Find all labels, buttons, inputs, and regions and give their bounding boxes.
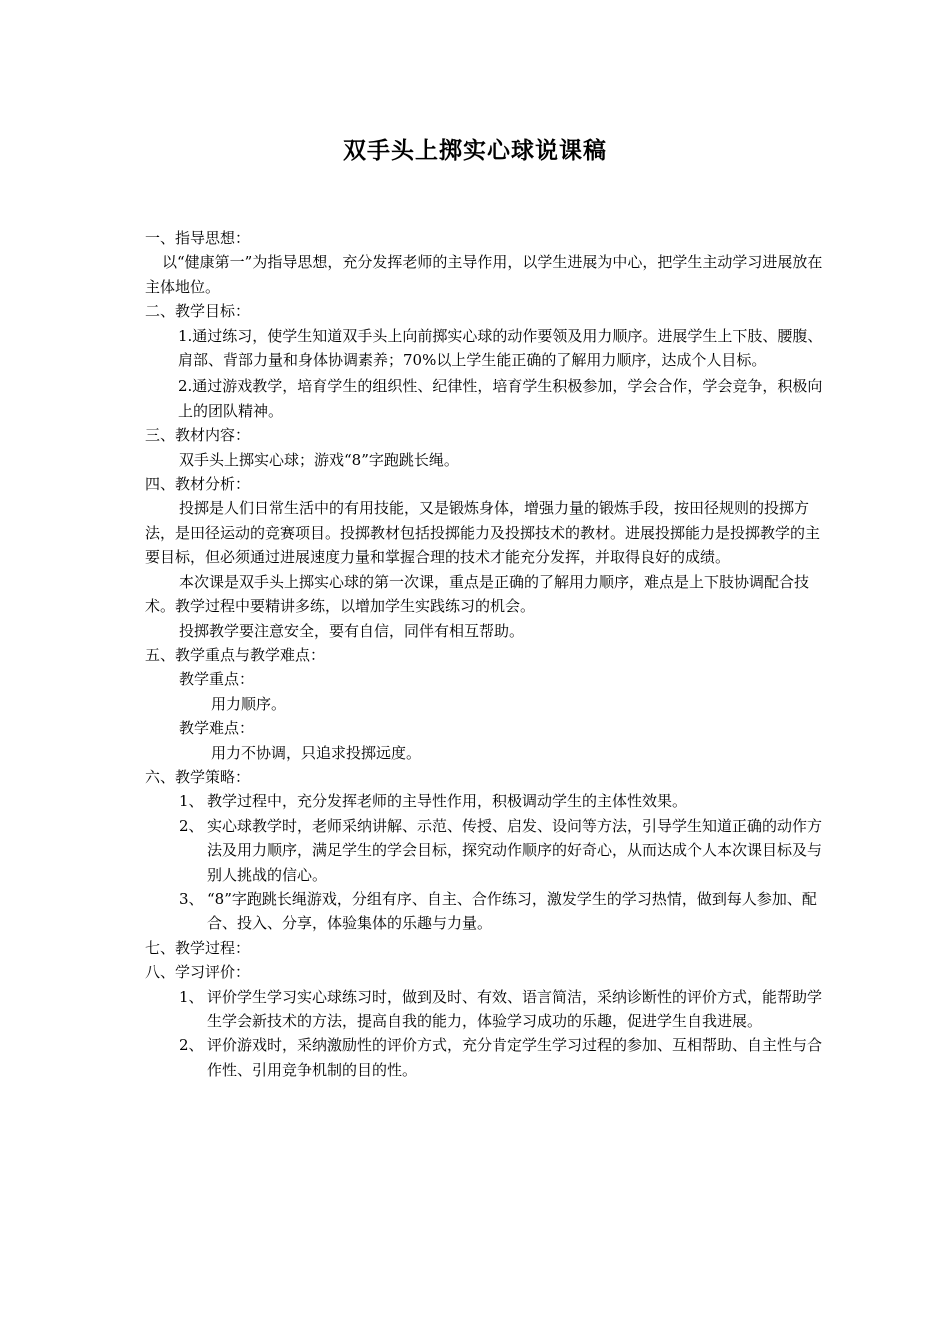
document-title: 双手头上掷实心球说课稿: [343, 138, 607, 164]
list-item: [145, 985, 825, 1034]
list-item: [145, 789, 825, 813]
section-5-heading: 五、教学重点与教学难点：: [145, 645, 326, 664]
list-item-text: 实心球教学时，老师采纳讲解、示范、传授、启发、设问等方法，引导学生知道正确的动作方法及用力顺序，满足学生的学会目标，探究动作顺序的好奇心，从而达成个人本次课目标及与别人挑战的信心。: [207, 816, 823, 884]
list-item: [145, 887, 825, 936]
list-item-number: 1、: [179, 987, 204, 1006]
section-3-heading: 三、教材内容：: [145, 426, 251, 445]
section-2-goal-1: 1.通过练习，使学生知道双手头上向前掷实心球的动作要领及用力顺序。进展学生上下肢、腰腹、肩部、背部力量和身体协调素养；70%以上学生能正确的了解用力顺序，达成个人目标。: [178, 326, 823, 370]
section-2-goal-2: 2.通过游戏教学，培育学生的组织性、纪律性，培育学生积极参加，学会合作，学会竞争，积极向上的团队精神。: [178, 377, 823, 420]
key-point-text: 用力顺序。: [211, 694, 287, 713]
difficulty-label: 教学难点：: [179, 719, 255, 738]
document-body: [145, 226, 825, 1082]
list-item-number: 2、: [179, 816, 204, 835]
section-8-heading: 八、学习评价：: [145, 963, 251, 982]
list-item: [145, 1033, 825, 1082]
section-4-para-2: 本次课是双手头上掷实心球的第一次课，重点是正确的了解用力顺序，难点是上下肢协调配合技术。教学过程中要精讲多练，以增加学生实践练习的机会。: [145, 572, 810, 616]
section-1-heading: 一、指导思想：: [145, 229, 251, 247]
list-item-text: 评价游戏时，采纳激励性的评价方式，充分肯定学生学习过程的参加、互相帮助、自主性与合作性、引用竞争机制的目的性。: [207, 1036, 823, 1079]
list-item-text: 评价学生学习实心球练习时，做到及时、有效、语言简洁，采纳诊断性的评价方式，能帮助学生学会新技术的方法，提高自我的能力，体验学习成功的乐趣，促进学生自我进展。: [207, 987, 823, 1030]
section-3-text: 双手头上掷实心球；游戏“8”字跑跳长绳。: [179, 450, 459, 469]
difficulty-text: 用力不协调，只追求投掷远度。: [211, 743, 422, 762]
section-4-para-3: 投掷教学要注意安全，要有自信，同伴有相互帮助。: [179, 621, 525, 640]
section-2-heading: 二、教学目标：: [145, 302, 251, 321]
list-item: [145, 814, 825, 887]
section-6-heading: 六、教学策略：: [145, 767, 251, 786]
list-item-number: 1、: [179, 792, 204, 811]
list-item-number: 2、: [179, 1036, 204, 1055]
list-item-text: “8”字跑跳长绳游戏，分组有序、自主、合作练习，激发学生的学习热情，做到每人参加、配合、投入、分享，体验集体的乐趣与力量。: [207, 889, 817, 933]
section-4-heading: 四、教材分析：: [145, 475, 251, 494]
section-4-para-1: 投掷是人们日常生活中的有用技能，又是锻炼身体，增强力量的锻炼手段，按田径规则的投掷方法，是田径运动的竞赛项目。投掷教材包括投掷能力及投掷技术的教材。进展投掷能力是投掷教学的主要目标，但必须通过进展速度力量和掌握合理的技术才能充分发挥，并取得良好的成绩。: [145, 499, 821, 567]
section-7-heading: 七、教学过程：: [145, 938, 251, 957]
list-item-text: 教学过程中，充分发挥老师的主导性作用，积极调动学生的主体性效果。: [207, 792, 688, 811]
section-1-text: 以“健康第一”为指导思想，充分发挥老师的主导作用，以学生进展为中心，把学生主动学习进展放在主体地位。: [145, 253, 823, 296]
list-item-number: 3、: [179, 889, 204, 908]
key-point-label: 教学重点：: [179, 670, 255, 689]
